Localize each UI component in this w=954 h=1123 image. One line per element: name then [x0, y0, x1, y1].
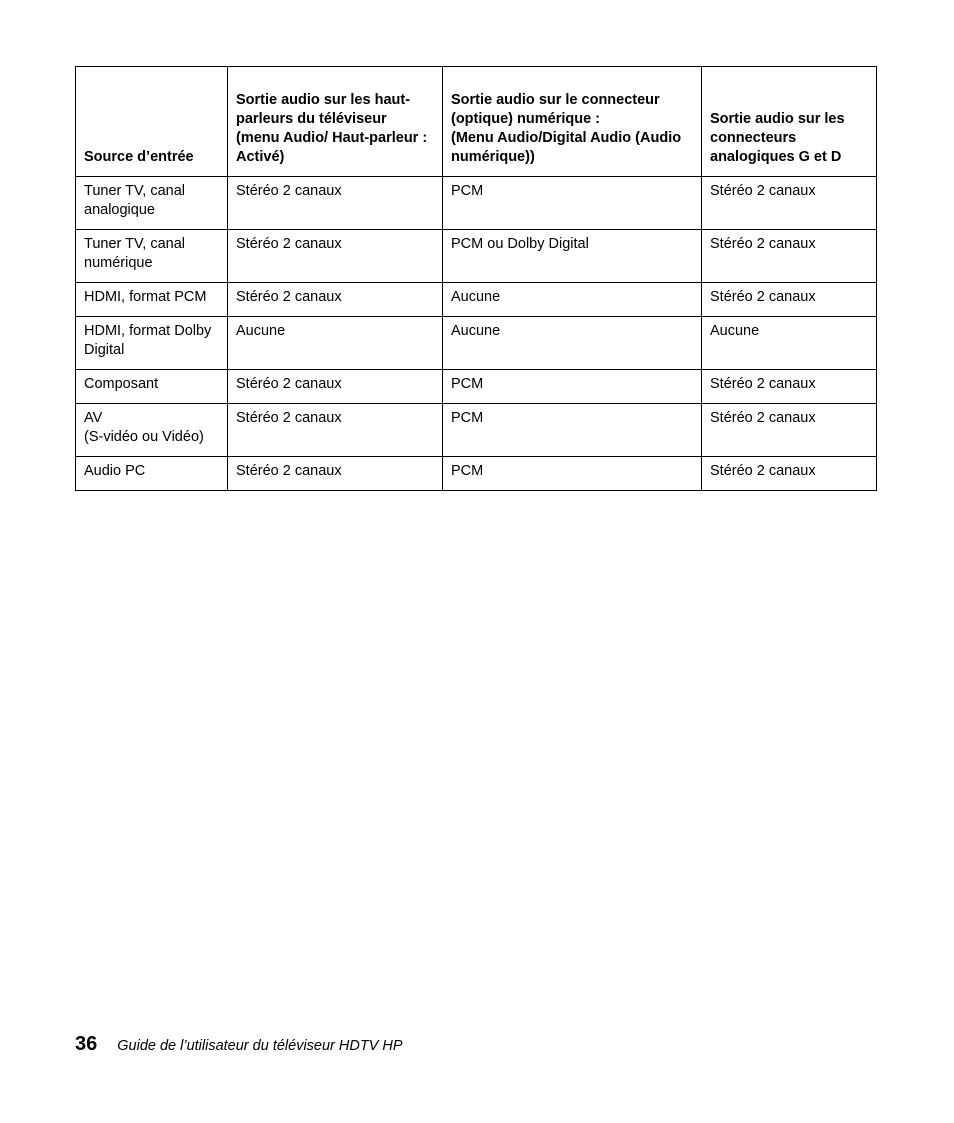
table-row [76, 177, 877, 230]
table-cell: PCM [443, 177, 702, 230]
table-cell: Tuner TV, canal numérique [76, 230, 228, 283]
table-cell: Stéréo 2 canaux [228, 370, 443, 404]
table-cell: Stéréo 2 canaux [702, 457, 877, 491]
header-source: Source d’entrée [76, 67, 228, 177]
document-title: Guide de l’utilisateur du téléviseur HDTV HP [117, 1038, 403, 1054]
table-header-row [76, 67, 877, 177]
table-cell: Audio PC [76, 457, 228, 491]
table-cell: PCM [443, 370, 702, 404]
table-cell: Stéréo 2 canaux [702, 283, 877, 317]
table-cell: Tuner TV, canal analogique [76, 177, 228, 230]
table-cell: Stéréo 2 canaux [228, 177, 443, 230]
table-cell: Stéréo 2 canaux [702, 404, 877, 457]
table-cell: HDMI, format PCM [76, 283, 228, 317]
header-tv-speakers: Sortie audio sur les haut-parleurs du téléviseur (menu Audio/ Haut-parleur : Activé) [228, 67, 443, 177]
table-cell: Composant [76, 370, 228, 404]
table-row [76, 404, 877, 457]
table-cell: Stéréo 2 canaux [228, 457, 443, 491]
table-row [76, 370, 877, 404]
table-cell: Stéréo 2 canaux [228, 283, 443, 317]
table-row [76, 317, 877, 370]
header-digital-optical: Sortie audio sur le connecteur (optique) numérique : (Menu Audio/Digital Audio (Audio numérique)) [443, 67, 702, 177]
table-cell: Aucune [443, 317, 702, 370]
header-analog-lr: Sortie audio sur les connecteurs analogiques G et D [702, 67, 877, 177]
page-footer [75, 1033, 403, 1056]
table-cell: PCM ou Dolby Digital [443, 230, 702, 283]
audio-output-table [75, 66, 877, 491]
table-cell: HDMI, format Dolby Digital [76, 317, 228, 370]
table-cell: AV (S-vidéo ou Vidéo) [76, 404, 228, 457]
table-row [76, 457, 877, 491]
table-cell: Stéréo 2 canaux [228, 230, 443, 283]
table-row [76, 283, 877, 317]
table-cell: Aucune [443, 283, 702, 317]
table-cell: Aucune [228, 317, 443, 370]
table-row [76, 230, 877, 283]
table-cell: Stéréo 2 canaux [228, 404, 443, 457]
table-cell: PCM [443, 457, 702, 491]
table-cell: Stéréo 2 canaux [702, 230, 877, 283]
table-cell: Stéréo 2 canaux [702, 370, 877, 404]
table-cell: Aucune [702, 317, 877, 370]
page-number: 36 [75, 1033, 98, 1055]
table-cell: PCM [443, 404, 702, 457]
table-cell: Stéréo 2 canaux [702, 177, 877, 230]
